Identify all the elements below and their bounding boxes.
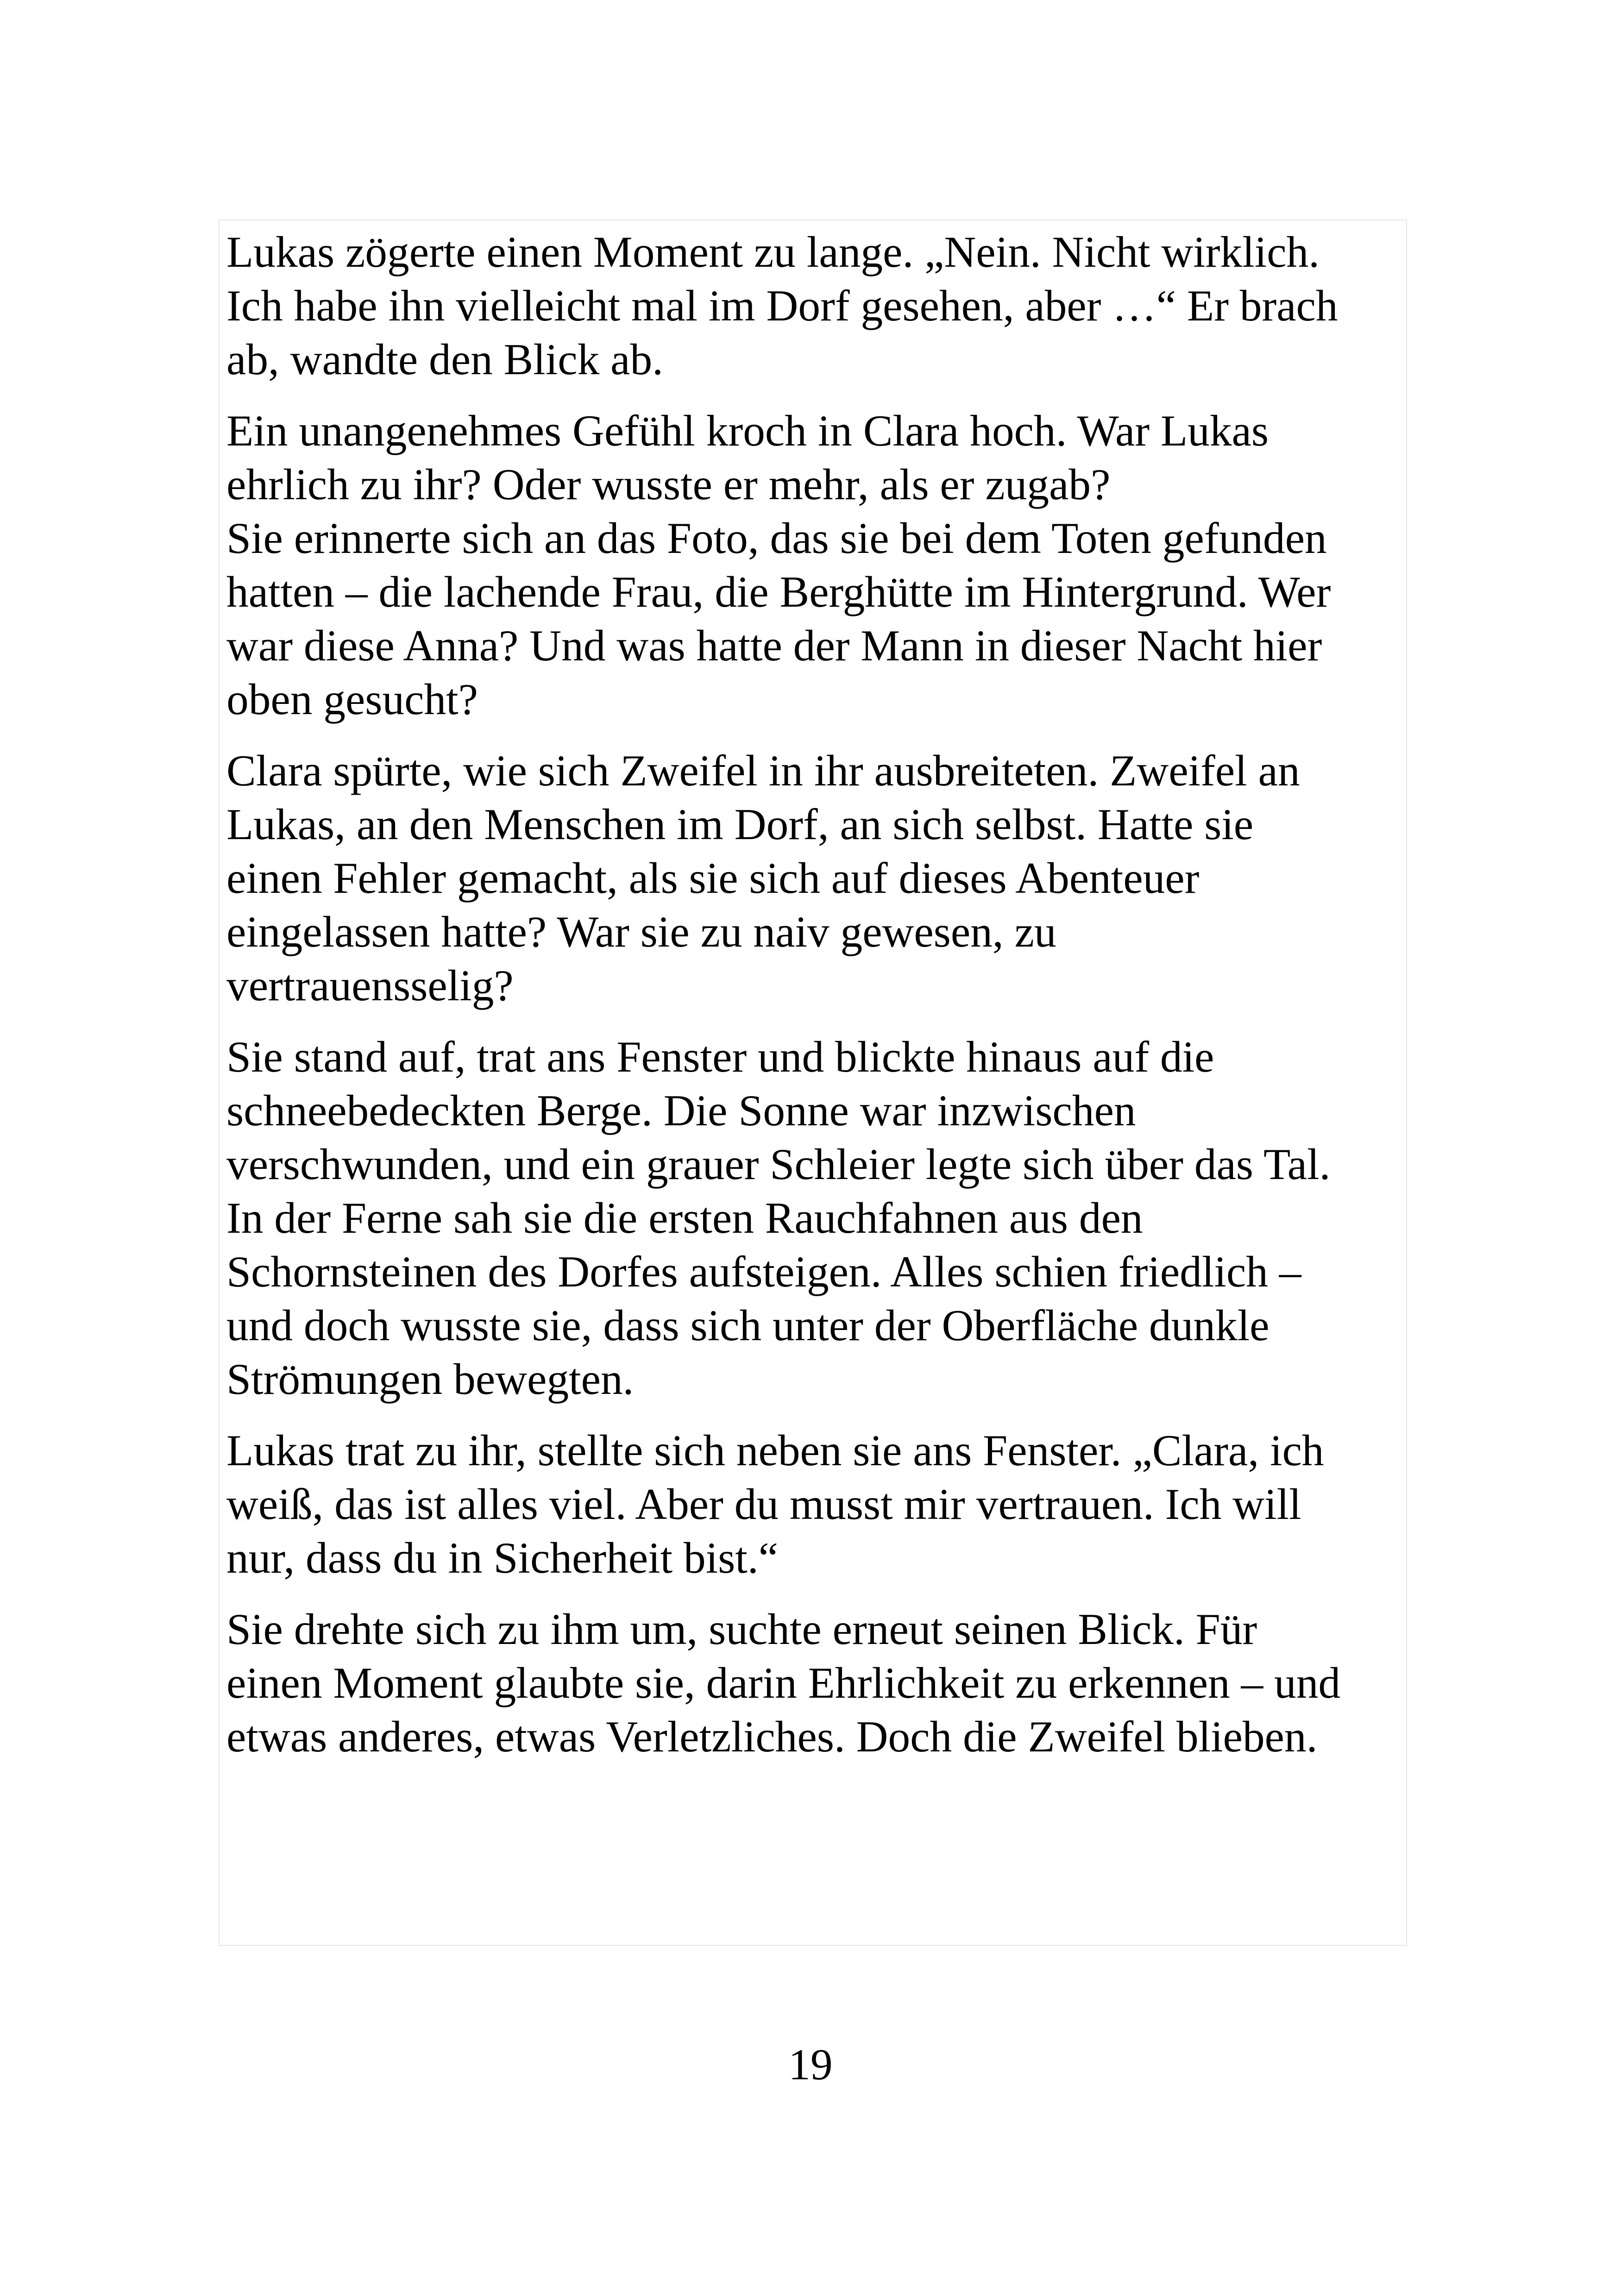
page-number: 19 [788, 2040, 833, 2089]
text-frame [219, 220, 1407, 1946]
paragraph-5: Lukas trat zu ihr, stellte sich neben sie ans Fenster. „Clara, ich weiß, das ist alles viel. Aber du musst mir vertrauen. Ich will nur, dass du in Sicherheit bist.“ [226, 1426, 1324, 1582]
paragraph-6: Sie drehte sich zu ihm um, suchte erneut seinen Blick. Für einen Moment glaubte sie, darin Ehrlichkeit zu erkennen – und etwas anderes, etwas Verletzliches. Doch die Zweifel blieben. [226, 1605, 1341, 1761]
paragraph-3: Clara spürte, wie sich Zweifel in ihr ausbreiteten. Zweifel an Lukas, an den Menschen im Dorf, an sich selbst. Hatte sie einen Fehler gemacht, als sie sich auf dieses Abenteuer eingelassen hatte? War sie zu naiv gewesen, zu vertrauensselig? [226, 746, 1300, 1010]
paragraph-4: Sie stand auf, trat ans Fenster und blickte hinaus auf die schneebedeckten Berge. Die Sonne war inzwischen verschwunden, und ein grauer Schleier legte sich über das Tal. In der Ferne sah sie die ersten Rauchfahnen aus den Schornsteinen des Dorfes aufsteigen. Alles schien friedlich – und doch wusste sie, dass sich unter der Oberfläche dunkle Strömungen bewegten. [226, 1032, 1331, 1404]
paragraph-2: Ein unangenehmes Gefühl kroch in Clara hoch. War Lukas ehrlich zu ihr? Oder wusste er mehr, als er zugab? Sie erinnerte sich an das Foto, das sie bei dem Toten gefunden hatten – die lachende Frau, die Berghütte im Hintergrund. Wer war diese Anna? Und was hatte der Mann in dieser Nacht hier oben gesucht? [226, 406, 1331, 724]
paragraph-1: Lukas zögerte einen Moment zu lange. „Nein. Nicht wirklich. Ich habe ihn vielleicht mal im Dorf gesehen, aber …“ Er brach ab, wandte den Blick ab. [226, 227, 1338, 384]
